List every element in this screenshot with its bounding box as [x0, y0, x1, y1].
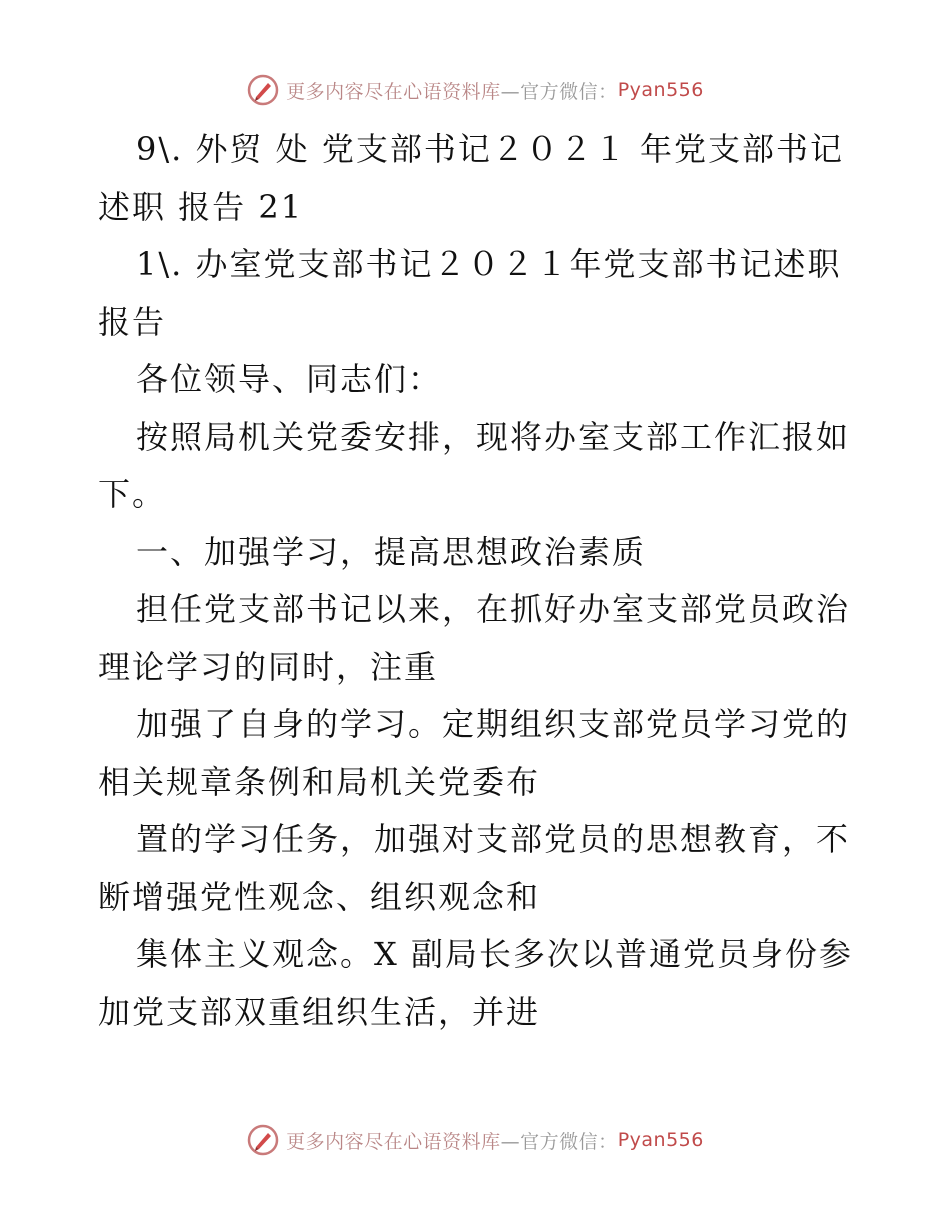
pen-logo-icon — [246, 1123, 280, 1157]
banner-wechat-id: Pyan556 — [617, 79, 704, 101]
document-body — [98, 121, 858, 1041]
paragraph-body: 置的学习任务，加强对支部党员的思想教育，不断增强党性观念、组织观念和 — [98, 820, 851, 916]
paragraph-heading-1: 1\. 办室党支部书记２０２１年党支部书记述职报告 — [98, 245, 842, 341]
paragraph-heading-9: 9\. 外贸 处 党支部书记２０２１ 年党支部书记 述职 报告 21 — [98, 130, 845, 226]
banner-separator-text: —官方微信： — [500, 1130, 618, 1153]
paragraph-intro: 按照局机关党委安排，现将办室支部工作汇报如下。 — [98, 417, 851, 513]
watermark-banner-bottom — [0, 1120, 950, 1160]
paragraph-section-title: 一、加强学习，提高思想政治素质 — [136, 532, 647, 571]
banner-wechat-id: Pyan556 — [617, 1129, 704, 1151]
banner-separator-text: —官方微信： — [500, 80, 618, 103]
paragraph-body: 集体主义观念。X 副局长多次以普通党员身份参加党支部双重组织生活，并进 — [98, 935, 853, 1031]
banner-main-text: 更多内容尽在心语资料库 — [286, 1130, 501, 1153]
paragraph-salutation: 各位领导、同志们： — [136, 360, 443, 398]
watermark-banner-top — [0, 70, 950, 110]
banner-main-text: 更多内容尽在心语资料库 — [286, 80, 501, 103]
paragraph-body: 加强了自身的学习。定期组织支部党员学习党的相关规章条例和局机关党委布 — [98, 705, 851, 801]
paragraph-body: 担任党支部书记以来，在抓好办室支部党员政治理论学习的同时，注重 — [98, 590, 851, 686]
pen-logo-icon — [246, 73, 280, 107]
